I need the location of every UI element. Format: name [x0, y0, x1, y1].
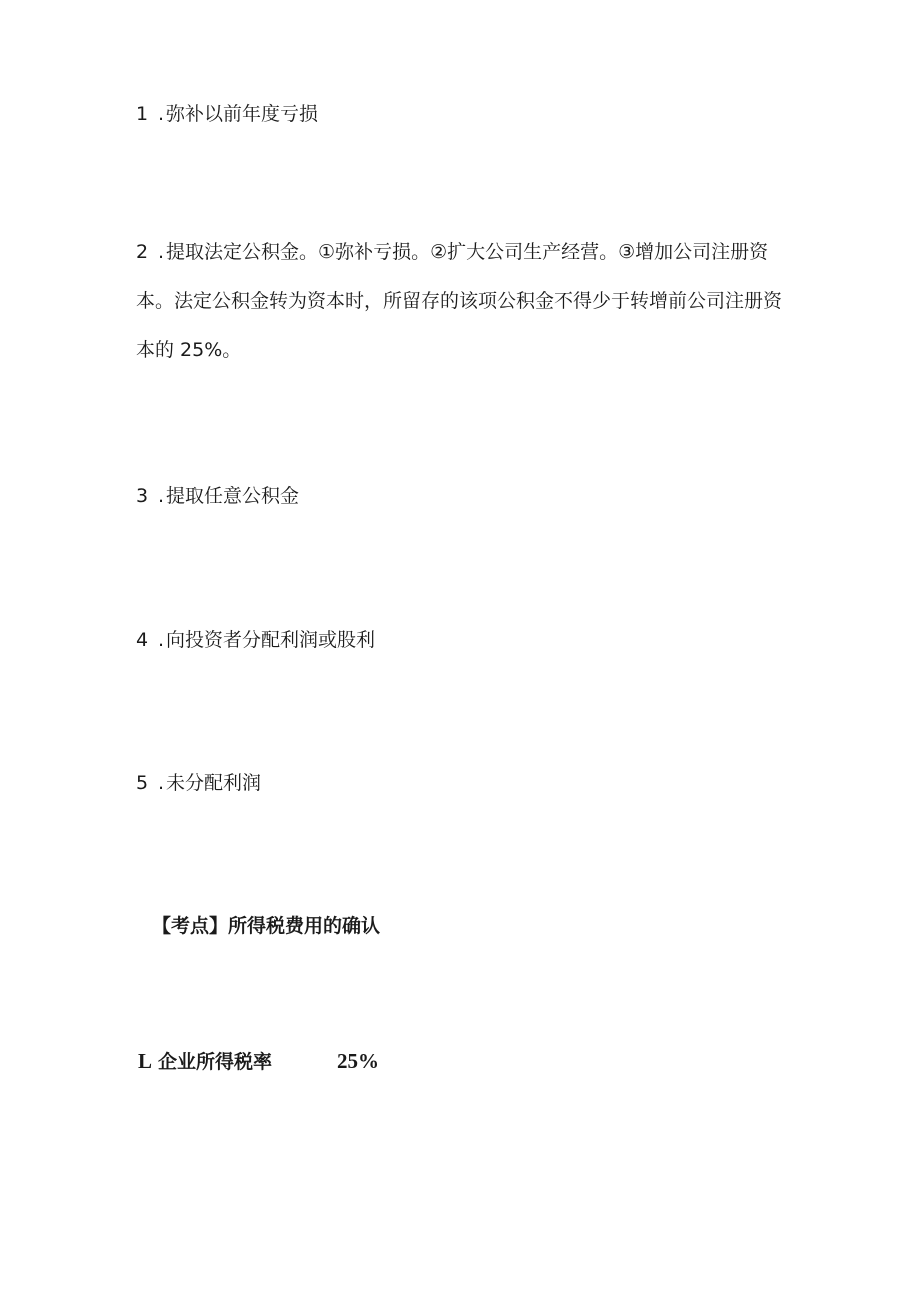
- list-item: [136, 90, 786, 139]
- list-item-separator: .: [158, 103, 165, 125]
- list-item-separator: .: [158, 772, 165, 794]
- section-heading: 【考点】所得税费用的确认: [152, 915, 381, 937]
- list-item-text: 弥补以前年度亏损: [166, 103, 319, 125]
- list-item-number: 1: [136, 103, 149, 125]
- list-item-number: 3: [136, 485, 149, 507]
- list-item-text: 提取法定公积金。①弥补亏损。②扩大公司生产经营。③增加公司注册资本。法定公积金转为资本时，所留存的该项公积金不得少于转增前公司注册资本的 25%。: [136, 241, 783, 361]
- list-item: [136, 472, 786, 521]
- list-item: [136, 759, 786, 808]
- tax-rate-value: 25%: [337, 1049, 379, 1073]
- list-item-text: 未分配利润: [166, 772, 262, 794]
- list-item: [136, 228, 786, 375]
- list-item: [136, 616, 786, 665]
- list-item-separator: .: [158, 629, 165, 651]
- list-item-text: 向投资者分配利润或股利: [166, 629, 376, 651]
- list-item-number: 5: [136, 772, 149, 794]
- tax-rate-marker: L: [138, 1049, 153, 1073]
- list-item-separator: .: [158, 485, 165, 507]
- list-item-number: 4: [136, 629, 149, 651]
- tax-rate-label: 企业所得税率: [158, 1051, 273, 1073]
- list-item-separator: .: [158, 241, 165, 263]
- list-item-text: 提取任意公积金: [166, 485, 300, 507]
- list-item-number: 2: [136, 241, 149, 263]
- tax-rate-row: [138, 1037, 379, 1087]
